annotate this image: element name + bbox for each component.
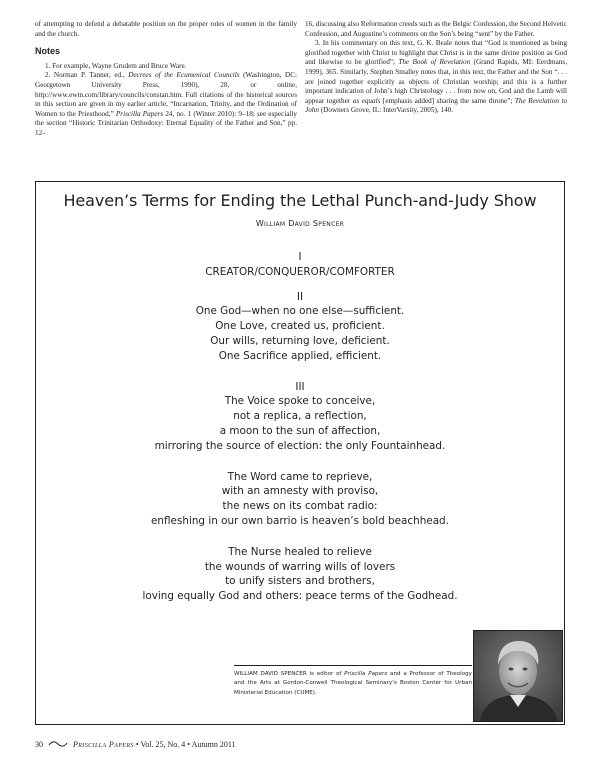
note-3-text-c: [emphasis added] sharing the same throne”;	[382, 96, 513, 105]
poem-line: One Love, created us, proficient.	[215, 320, 385, 333]
poem-line: the wounds of warring wills of lovers	[204, 560, 396, 573]
note-1: 1. For example, Wayne Grudem and Bruce Ware.	[45, 61, 187, 70]
poem-line: with an amnesty with proviso,	[221, 485, 379, 498]
poem-line: to unify sisters and brothers,	[225, 575, 375, 588]
section-3-numeral: III	[295, 380, 305, 393]
right-column	[305, 20, 567, 116]
poem-body	[36, 250, 564, 604]
note-2-text-c: 24, no. 1 (Winter 2010): 9–18; see especially the section “Historic Trinitarian Orthodoxy: Eternal Equality of the Father and Son,” pp. 12–	[35, 109, 298, 137]
poem-line: the news on its combat radio:	[222, 500, 378, 513]
note-3-text-a: 3. In his commentary on this text, G. K. Beale notes that “God is mentioned as being glorified together with Christ to highlight that Christ is in the same divine position as God and likewise to be glorified”;	[305, 39, 567, 67]
note-3-text-d: (Downers Grove, IL: InterVarsity, 2005), 140.	[320, 106, 454, 115]
poem-line: a moon to the sun of affection,	[219, 424, 381, 437]
page-footer	[35, 740, 236, 749]
left-column	[35, 20, 297, 139]
note-2-text-a: 2. Norman P. Tanner, ed.,	[45, 71, 125, 80]
note-2-journal: Priscilla Papers	[115, 109, 164, 118]
section-2-numeral: II	[296, 290, 304, 303]
section-1-numeral: I	[298, 251, 302, 263]
bio-divider	[234, 665, 472, 666]
note-2-book-title: Decrees of the Ecumenical Councils	[128, 71, 240, 80]
section-1-line: CREATOR/CONQUEROR/COMFORTER	[205, 265, 395, 278]
bio-text-b: and a Professor of Theology and the Arts at Gordon-Conwell Theological Seminary’s Boston Center for Urban Ministerial Education (CUME).	[234, 671, 472, 696]
wave-ornament-icon	[48, 740, 68, 748]
poem-line: One God—when no one else—sufficient.	[195, 305, 405, 318]
page-number: 30	[35, 740, 43, 749]
poem-line: The Voice spoke to conceive,	[224, 395, 376, 408]
poem-line: loving equally God and others: peace terms of the Godhead.	[142, 590, 458, 603]
note-2	[35, 71, 297, 138]
note-3	[305, 39, 567, 116]
poem-line: mirroring the source of election: the only Fountainhead.	[154, 439, 446, 452]
author-portrait-icon	[474, 631, 562, 721]
poem-line: not a replica, a reflection,	[233, 410, 367, 423]
poem-line: enfleshing in our own barrio is heaven’s bold beachhead.	[151, 514, 449, 527]
notes-heading: Notes	[35, 46, 61, 57]
note-3-emphasis: as equals	[352, 96, 381, 105]
continued-note-2: 16, discussing also Reformation creeds such as the Belgic Confession, the Second Helvetic Confession, and Augustine’s comments on the Son’s being “sent” by the Father.	[305, 20, 567, 38]
continued-paragraph: of attempting to defend a debatable position on the proper roles of women in the family and the church.	[35, 20, 297, 38]
poem-title: Heaven’s Terms for Ending the Lethal Punch-and-Judy Show	[63, 191, 537, 210]
poem-line: One Sacrifice applied, efficient.	[218, 349, 382, 362]
footer-journal: Priscilla Papers	[73, 740, 134, 749]
poem-line: The Nurse healed to relieve	[228, 545, 372, 558]
poem-line: The Word came to reprieve,	[227, 470, 373, 483]
bio-name: WILLIAM DAVID SPENCER	[234, 671, 307, 677]
poem-line: Our wills, returning love, deficient.	[210, 334, 390, 347]
bio-text-a: is editor of	[309, 671, 342, 677]
author-photo	[473, 630, 563, 722]
poem-author: William David Spencer	[255, 219, 345, 228]
author-bio	[234, 670, 472, 698]
note-3-book-title-2: The Revelation to John	[305, 96, 568, 115]
note-2-text-b: (Washington, DC: Georgetown University Press, 1990), 28, or online, http://www.ewtn.com/library/councils/constan.htm. Full citations of the historical sources in this section are given in my earlier article, “Incarnation, Trinity, and the Ordination of Women to the Priesthood,”	[35, 71, 297, 118]
note-3-book-title-1: The Book of Revelation	[398, 58, 471, 67]
footer-issue: • Vol. 25, No. 4 • Autumn 2011	[135, 740, 236, 749]
note-3-text-b: (Grand Rapids, MI: Eerdmans, 1999), 365. Similarly, Stephen Smalley notes that, in this text, the Father and the Son “. . . are joined together explicitly as objects of Christian worship; and this is a further important indication of John’s high Christology . . . from now on, God and the Lamb will appear together	[305, 58, 568, 105]
bio-journal: Priscilla Papers	[344, 671, 388, 677]
